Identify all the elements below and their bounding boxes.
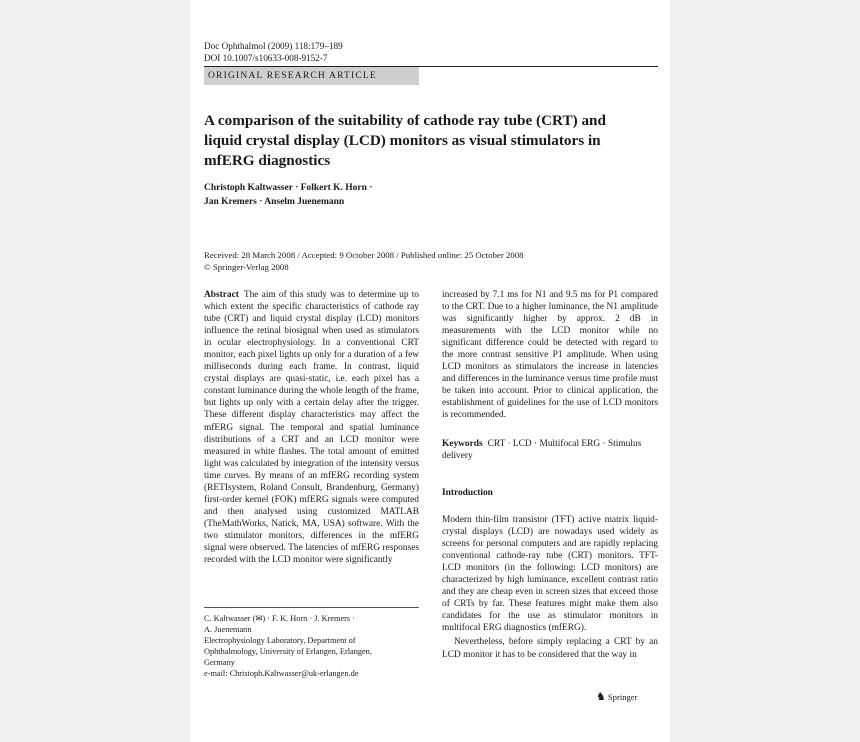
footnote-line-3: Electrophysiology Laboratory, Department of xyxy=(204,636,356,645)
introduction-heading: Introduction xyxy=(442,488,493,498)
footnote-line-5: Germany xyxy=(204,658,235,667)
background-right xyxy=(670,0,860,742)
introduction-paragraph-2: Nevertheless, before simply replacing a CRT by an LCD monitor it has to be considered that the way in xyxy=(442,637,658,660)
introduction-paragraph-1: Modern thin-film transistor (TFT) active matrix liquid-crystal displays (LCD) are nowadays used widely as screens for personal computers and are rapidly replacing conventional cathode-ray tube (CRT) monitors. TFT-LCD monitors (in the following: LCD monitors) are characterized by high luminance, excellent contrast ratio and they are cheap even in screen sizes that exceed those of CRTs by far. These features might make them also candidates for the use as stimulator monitors in multifocal ERG diagnostics (mfERG). xyxy=(442,515,658,634)
author-affiliation-footnote xyxy=(204,613,419,679)
copyright: © Springer-Verlag 2008 xyxy=(204,261,289,272)
publication-dates xyxy=(204,250,644,273)
abstract-label: Abstract xyxy=(204,290,239,300)
abstract-text-2: increased by 7.1 ms for N1 and 9.5 ms for P1 compared to the CRT. Due to a higher luminance, the N1 amplitude was significantly higher by approx. 2 dB in measurements with the LCD monitor while no significant difference could be detected with regard to the more contrast sensitive P1 amplitude. When using LCD monitors as stimulators the increase in latencies and differences in the luminance versus time profile must be taken into account. Prior to clinical application, the establishment of guidelines for the use of LCD monitors is recommended. xyxy=(442,290,658,421)
footnote-rule xyxy=(204,607,419,608)
abstract-right-column xyxy=(442,289,658,422)
abstract-left-column xyxy=(204,289,419,566)
journal-info xyxy=(204,40,343,64)
article-type-banner: ORIGINAL RESEARCH ARTICLE xyxy=(204,67,419,85)
publisher-name: Springer xyxy=(607,692,638,702)
article-title: A comparison of the suitability of cathode ray tube (CRT) and liquid crystal display (LCD) monitors as visual stimulators in mfERG diagnostics xyxy=(204,112,606,169)
authors xyxy=(204,182,644,209)
keywords-text: CRT · LCD · Multifocal ERG · Stimulus delivery xyxy=(442,439,642,461)
keywords xyxy=(442,438,658,462)
doi: DOI 10.1007/s10633-008-9152-7 xyxy=(204,53,328,63)
springer-horse-icon: ♞ xyxy=(596,691,606,703)
footnote-email: e-mail: Christoph.Kaltwasser@uk-erlangen.de xyxy=(204,669,359,678)
journal-citation: Doc Ophthalmol (2009) 118:179–189 xyxy=(204,41,343,51)
publisher-logo xyxy=(596,692,637,702)
introduction-body xyxy=(442,514,658,661)
background-left xyxy=(0,0,190,742)
footnote-line-4: Ophthalmology, University of Erlangen, Erlangen, xyxy=(204,647,372,656)
authors-line-2: Jan Kremers · Anselm Juenemann xyxy=(204,196,345,207)
footnote-line-1: C. Kaltwasser (✉) · F. K. Horn · J. Kremers · xyxy=(204,614,355,623)
abstract-text-1: The aim of this study was to determine up to which extent the specific characteristics of cathode ray tube (CRT) and liquid crystal display (LCD) monitors influence the retinal biosignal when used as stimulators in ocular electrophysiology. In a conventional CRT monitor, each pixel lights up only for a duration of a few milliseconds during each frame. In contrast, liquid crystal displays are quasi-static, i.e. each pixel has a constant luminance during the whole length of the frame, but lights up only with a certain delay after the trigger. These different display characteristics may affect the mfERG signal. The temporal and spatial luminance distributions of a CRT and an LCD monitor were measured in white flashes. The total amount of emitted light was calculated by integration of the intensity versus time curves. By means of an mfERG recording system (RETIsystem, Roland Consult, Brandenburg, Germany) first-order kernel (FOK) mfERG signals were computed and then analysed using customized MATLAB (TheMathWorks, Natick, MA, USA) software. With the two stimulator monitors, differences in the mfERG signal were observed. The latencies of mfERG responses recorded with the LCD monitor were significantly xyxy=(204,290,419,566)
dates-line: Received: 28 March 2008 / Accepted: 9 October 2008 / Published online: 25 October 2008 xyxy=(204,250,524,260)
footnote-line-2: A. Juenemann xyxy=(204,625,252,634)
keywords-label: Keywords xyxy=(442,439,483,449)
authors-line-1: Christoph Kaltwasser · Folkert K. Horn · xyxy=(204,183,373,193)
